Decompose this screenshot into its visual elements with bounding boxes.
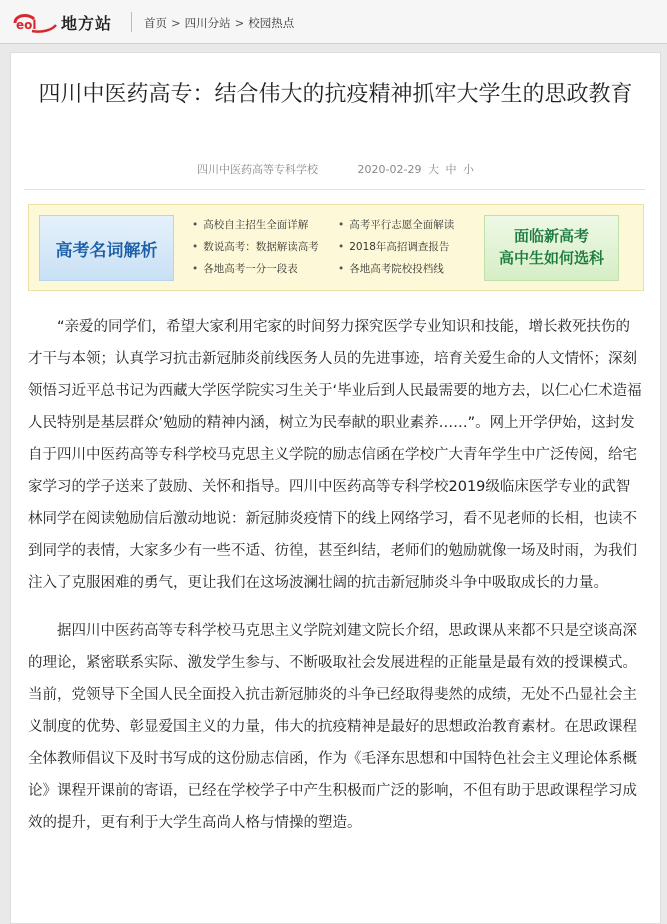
- article-paragraph: “亲爱的同学们，希望大家利用宅家的时间努力探究医学专业知识和技能，增长救死扶伤的才干与本领；认真学习抗击新冠肺炎前线医务人员的先进事迹，培育关爱生命的人文情怀；深刻领悟习近平总书记为西藏大学医学院实习生关于‘毕业后到人民最需要的地方去，以仁心仁术造福人民特别是基层群众’勉励的精神内涵，树立为民奉献的职业素养……”。网上开学伊始，这封发自于四川中医药高等专科学校马克思主义学院的励志信函在学校广大青年学生中广泛传阅，给宅家学习的学子送来了鼓励、关怀和指导。四川中医药高等专科学校2019级临床医学专业的武智林同学在阅读勉励信后激动地说：新冠肺炎疫情下的线上网络学习，看不见老师的长相，也读不到同学的表情，大家多少有一些不适、彷徨，甚至纠结，老师们的勉励就像一场及时雨，为我们注入了克服困难的勇气，更让我们在这场波澜壮阔的抗击新冠肺炎斗争中吸取成长的力量。: [28, 319, 642, 591]
- promo-link[interactable]: • 各地高考院校投档线: [338, 258, 454, 280]
- article-date: 2020-02-29: [357, 163, 422, 176]
- font-size-medium[interactable]: 中: [445, 163, 457, 176]
- promo-link[interactable]: • 数说高考：数据解读高考: [192, 236, 319, 258]
- breadcrumb-separator: >: [234, 16, 245, 30]
- eol-logo[interactable]: [12, 10, 58, 34]
- gaokao-terms-ad-text: 高考名词解析: [55, 241, 158, 261]
- ad-line: 面临新高考: [513, 227, 589, 245]
- article-meta: [11, 161, 660, 177]
- logo-mark-text: eol: [16, 18, 37, 32]
- top-navigation-bar: [0, 0, 667, 44]
- font-size-small[interactable]: 小: [462, 163, 474, 176]
- promo-banner: [28, 204, 644, 291]
- promo-link[interactable]: • 2018年高招调查报告: [338, 236, 454, 258]
- breadcrumb-campus-news[interactable]: 校园热点: [248, 16, 295, 30]
- subject-selection-ad-text: [485, 225, 618, 269]
- ad-line: 高中生如何选科: [498, 249, 604, 267]
- article-title: 四川中医药高专：结合伟大的抗疫精神抓牢大学生的思政教育: [38, 82, 633, 107]
- meta-divider: [24, 189, 645, 190]
- article-source: 四川中医药高等专科学校: [197, 163, 319, 176]
- article-paragraph: 据四川中医药高等专科学校马克思主义学院刘建文院长介绍，思政课从来都不只是空谈高深的理论，紧密联系实际、激发学生参与、不断吸取社会发展进程的正能量是最有效的授课模式。当前，党领导下全国人民全面投入抗击新冠肺炎的斗争已经取得斐然的成绩，无处不凸显社会主义制度的优势、彰显爱国主义的力量，伟大的抗疫精神是最好的思想政治教育素材。在思政课程全体教师倡议下及时书写成的这份励志信函，作为《毛泽东思想和中国特色社会主义理论体系概论》课程开课前的寄语，已经在学校学子中产生积极而广泛的影响，不但有助于思政课程学习成效的提升，更有利于大学生高尚人格与情操的塑造。: [28, 623, 637, 831]
- breadcrumb-sichuan[interactable]: 四川分站: [184, 16, 231, 30]
- promo-link[interactable]: • 高校自主招生全面详解: [192, 214, 319, 236]
- breadcrumb: [144, 15, 294, 31]
- promo-links-column-1: [192, 214, 319, 280]
- promo-link[interactable]: • 各地高考一分一段表: [192, 258, 319, 280]
- font-size-large[interactable]: 大: [427, 163, 439, 176]
- logo-divider: [131, 12, 132, 32]
- subject-selection-ad[interactable]: [484, 215, 619, 281]
- article-body: [28, 311, 643, 855]
- promo-link[interactable]: • 高考平行志愿全面解读: [338, 214, 454, 236]
- gaokao-terms-ad[interactable]: [39, 215, 174, 281]
- breadcrumb-separator: >: [171, 16, 181, 30]
- breadcrumb-home[interactable]: 首页: [144, 16, 167, 30]
- site-name[interactable]: 地方站: [61, 14, 113, 33]
- article-card: [10, 52, 661, 924]
- promo-links-column-2: [338, 214, 454, 280]
